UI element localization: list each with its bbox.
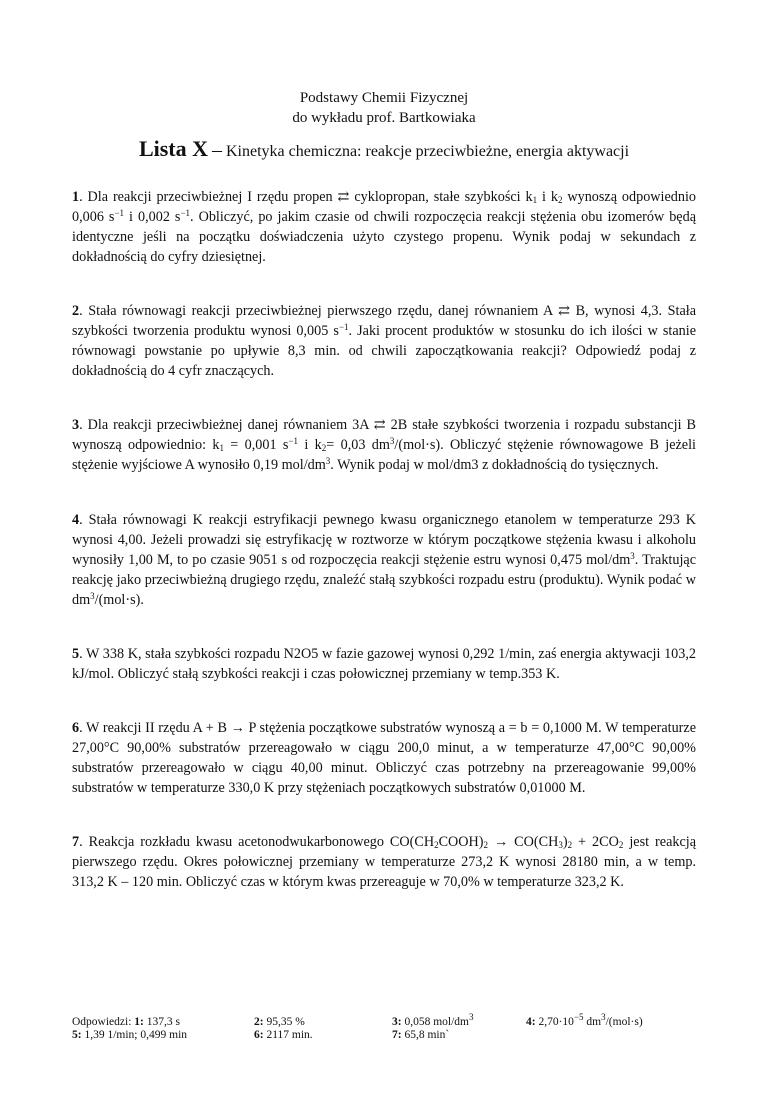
answer-value: /(mol·s) [605, 1016, 643, 1028]
answer-item [72, 1029, 187, 1042]
task-text: . W 338 K, stała szybkości rozpadu N2O5 w fazie gazowej wynosi 0,292 1/min, zaś energia aktywacji 103,2 kJ/mol. Obliczyć stałą szybkości reakcji i czas połowicznej przemiany w temp.353 K. [72, 645, 696, 682]
task-text: i 0,002 s [124, 209, 181, 225]
answer-value: 137,3 s [146, 1016, 180, 1028]
answer-item [72, 1016, 180, 1029]
task-text: . Dla reakcji przeciwbieżnej danej równaniem 3A ⇄ 2B stałe szybkości tworzenia i rozpadu substancji B wynoszą odpowiednio: k [72, 417, 696, 454]
task-text: . Stała równowagi reakcji przeciwbieżnej pierwszego rzędu, danej równaniem A ⇄ B, wynosi 4,3. Stała szybkości tworzenia produktu wynosi 0,005 s [72, 303, 696, 340]
task-text: = 0,03 dm [326, 437, 390, 454]
answer-value: 1,39 1/min; 0,499 min [84, 1029, 188, 1041]
task-item [72, 510, 696, 610]
answer-item [392, 1012, 474, 1029]
task-item [72, 644, 696, 684]
answer-number: 7: [392, 1029, 402, 1041]
task-text: → CO(CH [488, 834, 559, 851]
answer-number: 1: [134, 1016, 144, 1028]
task-text: = 0,001 s [223, 437, 289, 454]
superscript: −1 [288, 436, 299, 447]
answer-number: 3: [392, 1016, 402, 1028]
answer-item [254, 1029, 313, 1042]
task-number: 6 [72, 719, 80, 736]
title-dash: – [212, 139, 222, 161]
task-number: 4 [72, 511, 80, 528]
task-text: COOH) [438, 834, 484, 851]
subscript: 2 [434, 840, 439, 851]
task-text: . Jaki procent produktów w stosunku do ich ilości w stanie równowagi powstanie po upływie 8,3 min. od chwili zapoczątkowania reakcji? Odpowiedź podaj z dokładnością do 4 cyfr znaczących. [72, 323, 696, 380]
document-page [0, 88, 768, 1112]
course-title: Podstawy Chemii Fizycznej [299, 90, 469, 106]
subscript: 2 [483, 840, 489, 851]
subscript: 2 [567, 840, 573, 851]
answer-value: 95,35 % [266, 1016, 305, 1028]
task-text: i k [298, 437, 322, 454]
answer-value: 65,8 min` [404, 1029, 450, 1041]
task-text: + 2CO [572, 834, 619, 851]
task-text: /(mol·s). [94, 591, 144, 608]
task-number: 7 [72, 834, 80, 851]
answer-item [254, 1016, 305, 1029]
answer-value: 2,70·10 [538, 1016, 574, 1028]
subscript: 2 [557, 195, 563, 205]
superscript: 3 [601, 1012, 606, 1022]
superscript: −5 [573, 1012, 584, 1022]
subscript: 3 [558, 840, 563, 851]
answer-number: 5: [72, 1029, 82, 1041]
task-text: . Obliczyć, po jakim czasie od chwili rozpoczęcia reakcji stężenia obu izomerów będą identyczne jeśli na początku doświadczenia użyto czystego propenu. Wynik podaj w sekundach z dokładnością do cyfry dziesiętnej. [72, 209, 696, 265]
list-title [72, 136, 696, 165]
task-number: 5 [72, 645, 80, 662]
answers-block [72, 1012, 712, 1042]
task-text: . Traktując reakcję jako przeciwbieżną drugiego rzędu, znaleźć stałą szybkości rozpadu estru (produktu). Wynik podać w dm [72, 551, 696, 608]
task-item [72, 718, 696, 798]
list-label: Lista X [138, 136, 208, 161]
subscript: 1 [532, 195, 538, 205]
task-text: i k [537, 189, 558, 205]
subscript: 2 [321, 443, 327, 454]
answer-number: 6: [254, 1029, 264, 1041]
task-item [72, 832, 696, 892]
list-topic: Kinetyka chemiczna: reakcje przeciwbieżne, energia aktywacji [226, 143, 630, 160]
superscript: −1 [338, 322, 349, 333]
task-text: wynoszą odpowiednio 0,006 s [72, 189, 696, 225]
task-text: /(mol·s). Obliczyć stężenie równowagowe B jeżeli stężenie wyjściowe A wynosiło 0,19 mol/dm [72, 437, 696, 474]
answer-item [392, 1029, 449, 1042]
task-text: . W reakcji II rzędu A + B → P stężenia początkowe substratów wynoszą a = b = 0,1000 M. W temperaturze 27,00°C 90,00% substratów przereagowało w ciągu 200,0 minut, a w temperaturze 47,00°C 90,00% substratów przereagowało w ciągu 40,00 minut. Obliczyć czas potrzebny na przereagowanie 99,00% substratów w temperaturze 330,0 K przy stężeniach początkowych substratów 0,01000 M. [72, 719, 696, 796]
answer-value: 0,058 mol/dm [404, 1016, 469, 1028]
task-text: jest reakcją pierwszego rzędu. Okres połowicznej przemiany w temperaturze 273,2 K wynosi 28180 min, a w temp. 313,2 K – 120 min. Obliczyć czas w którym kwas przereaguje w 70,0% w temperaturze 323,2 K. [72, 834, 696, 891]
superscript: 3 [389, 436, 395, 447]
task-item [72, 415, 696, 475]
task-item [72, 187, 696, 267]
answer-value: dm [583, 1016, 602, 1028]
answers-label: Odpowiedzi: [72, 1016, 132, 1028]
answer-number: 2: [254, 1016, 264, 1028]
task-number: 2 [72, 303, 80, 320]
task-item [72, 301, 696, 381]
task-text: . Dla reakcji przeciwbieżnej I rzędu propen ⇄ cyklopropan, stałe szybkości k [79, 189, 533, 205]
superscript: 3 [469, 1012, 474, 1022]
document-header [72, 88, 696, 165]
superscript: −1 [180, 208, 191, 218]
superscript: −1 [114, 208, 125, 218]
answers-row [72, 1012, 712, 1029]
lecture-subtitle: do wykładu prof. Bartkowiaka [292, 110, 476, 126]
subscript: 2 [618, 840, 624, 851]
task-number: 3 [72, 417, 80, 434]
task-text: . Wynik podaj w mol/dm3 z dokładnością do tysięcznych. [330, 457, 659, 474]
answer-item [526, 1012, 643, 1029]
superscript: 3 [90, 590, 95, 601]
task-number: 1 [72, 189, 80, 205]
task-text: . Stała równowagi K reakcji estryfikacji pewnego kwasu organicznego etanolem w temperaturze 293 K wynosi 4,00. Jeżeli prowadzi się estryfikację w roztworze w którym początkowe stężenia kwasu i alkoholu wynosiły 1,00 M, to po czasie 9051 s od rozpoczęcia reakcji stężenie estru wynosi 0,475 mol/dm [72, 511, 696, 568]
task-text: . Reakcja rozkładu kwasu acetonodwukarbonowego CO(CH [79, 834, 435, 851]
answers-row [72, 1029, 712, 1042]
subscript: 1 [219, 443, 224, 454]
answer-number: 4: [526, 1016, 536, 1028]
answer-value: 2117 min. [266, 1029, 313, 1041]
task-text: ) [562, 834, 568, 851]
superscript: 3 [630, 550, 635, 561]
superscript: 3 [325, 456, 331, 467]
